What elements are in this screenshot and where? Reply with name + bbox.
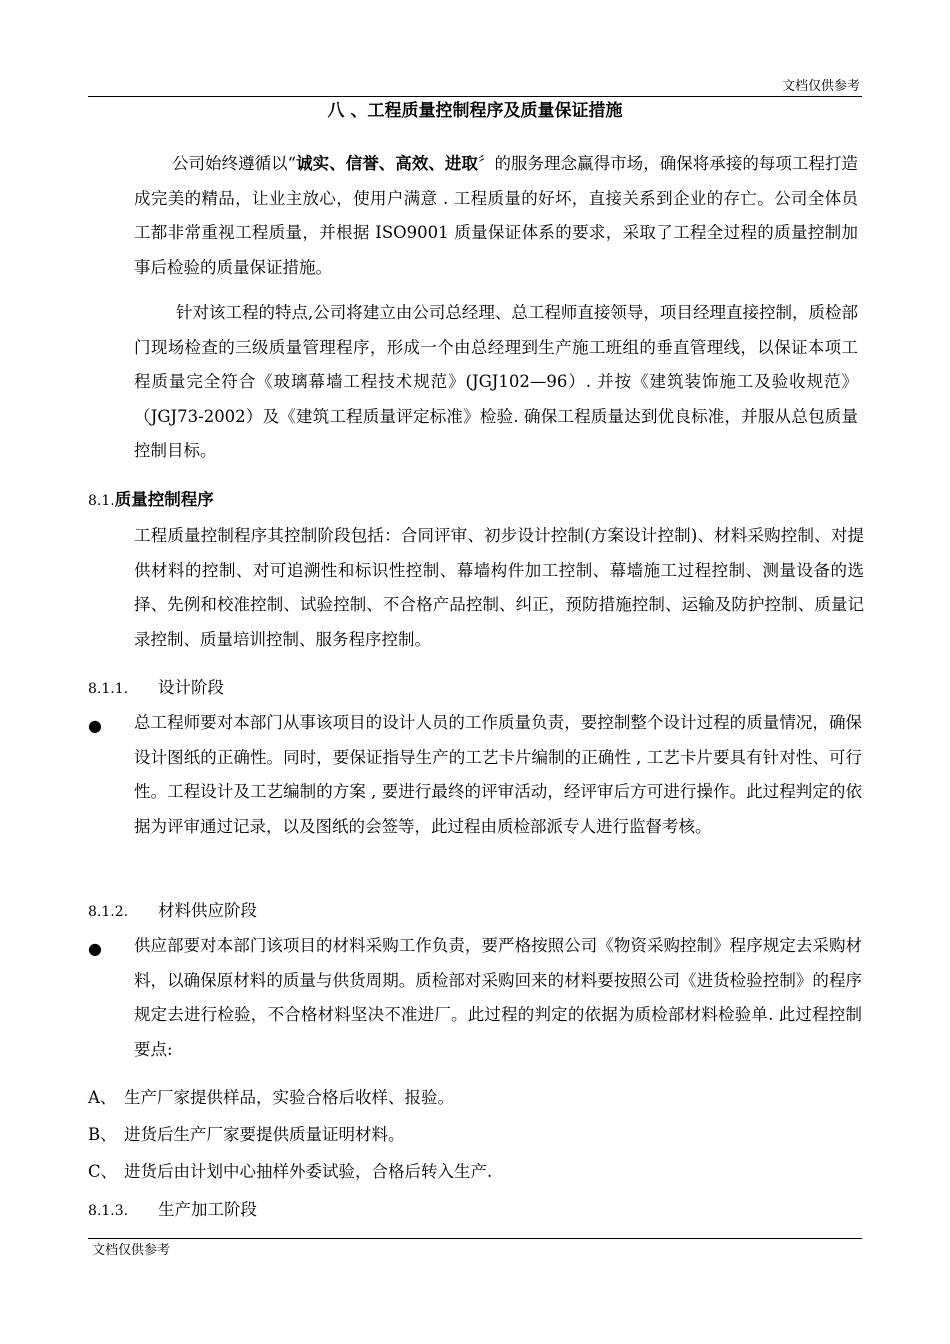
section-8-1-1-number: 8.1.1. [88, 681, 129, 697]
list-item-label: A、 [88, 1088, 117, 1107]
intro-p1-after: 〞的服务理念赢得市场，确保将承接的每项工程打造成完美的精品，让业主放心，使用户满意 . 工程质量的好坏，直接关系到企业的存亡。公司全体员工都非常重视工程质量，并根据 ISO9001 质量保证体系的要求，采取了工程全过程的质量控制加事后检验的质量保证措施。 [134, 154, 859, 277]
section-8-1-2-title: 材料供应阶段 [158, 901, 257, 920]
intro-paragraph-2: 针对该工程的特点,公司将建立由公司总经理、总工程师直接领导，项目经理直接控制，质检部门现场检查的三级质量管理程序，形成一个由总经理到生产施工班组的垂直管理线，以保证本项工程质量完全符合《玻璃幕墙工程技术规范》(JGJ102—96）. 并按《建筑装饰施工及验收规范》（JGJ73-2002）及《建筑工程质量评定标准》检验. 确保工程质量达到优良标准，并服从总包质量控制目标。 [134, 303, 858, 460]
page-header: 文档仅供参考 [781, 79, 860, 94]
list-item [88, 1086, 454, 1110]
intro-p1-before: 公司始终遵循以“ [172, 154, 297, 173]
list-item-label: B、 [88, 1125, 117, 1144]
footer-divider [88, 1238, 862, 1239]
list-item-text: 进货后生产厂家要提供质量证明材料。 [124, 1125, 405, 1144]
list-item-text: 生产厂家提供样品，实验合格后收样、报验。 [124, 1088, 454, 1107]
intro-paragraph-1 [134, 147, 858, 285]
page-footer: 文档仅供参考 [92, 1243, 171, 1258]
header-divider [88, 96, 862, 97]
page-title: 八 、工程质量控制程序及质量保证措施 [327, 101, 623, 121]
list-item [88, 1123, 405, 1147]
bullet-icon: ● [88, 939, 102, 958]
section-8-1-number: 8.1. [88, 493, 115, 509]
intro-p1-bold: 诚实、信誉、高效、进取 [296, 154, 478, 173]
list-item-text: 进货后由计划中心抽样外委试验，合格后转入生产. [124, 1162, 493, 1181]
section-8-1-2-heading [88, 899, 257, 924]
section-8-1-2-text: 供应部要对本部门该项目的材料采购工作负责，要严格按照公司《物资采购控制》程序规定去采购材料，以确保原材料的质量与供货周期。质检部对采购回来的材料要按照公司《进货检验控制》的程序规定去进行检验，不合格材料坚决不准进厂。此过程的判定的依据为质检部材料检验单. 此过程控制要点: [134, 936, 862, 1059]
section-8-1-1-heading [88, 676, 224, 701]
section-8-1-1-text: 总工程师要对本部门从事该项目的设计人员的工作质量负责，要控制整个设计过程的质量情况，确保设计图纸的正确性。同时，要保证指导生产的工艺卡片编制的正确性 , 工艺卡片要具有针对性、可行性。工程设计及工艺编制的方案 , 要进行最终的评审活动，经评审后方可进行操作。此过程判定的依据为评审通过记录，以及图纸的会签等，此过程由质检部派专人进行监督考核。 [134, 713, 862, 836]
bullet-icon: ● [88, 716, 102, 735]
section-8-1-3-heading [88, 1198, 257, 1223]
section-8-1-text: 工程质量控制程序其控制阶段包括：合同评审、初步设计控制(方案设计控制)、材料采购控制、对提供材料的控制、对可追溯性和标识性控制、幕墙构件加工控制、幕墙施工过程控制、测量设备的选择、先例和校准控制、试验控制、不合格产品控制、纠正，预防措施控制、运输及防护控制、质量记录控制、质量培训控制、服务程序控制。 [134, 526, 864, 649]
section-8-1-3-number: 8.1.3. [88, 1203, 129, 1219]
section-8-1-3-title: 生产加工阶段 [158, 1200, 257, 1219]
section-8-1-1-title: 设计阶段 [158, 678, 224, 697]
section-8-1-title: 质量控制程序 [114, 490, 214, 509]
list-item [88, 1160, 492, 1184]
section-8-1-2-number: 8.1.2. [88, 904, 129, 920]
section-8-1-heading [88, 488, 214, 513]
list-item-label: C、 [88, 1162, 118, 1181]
